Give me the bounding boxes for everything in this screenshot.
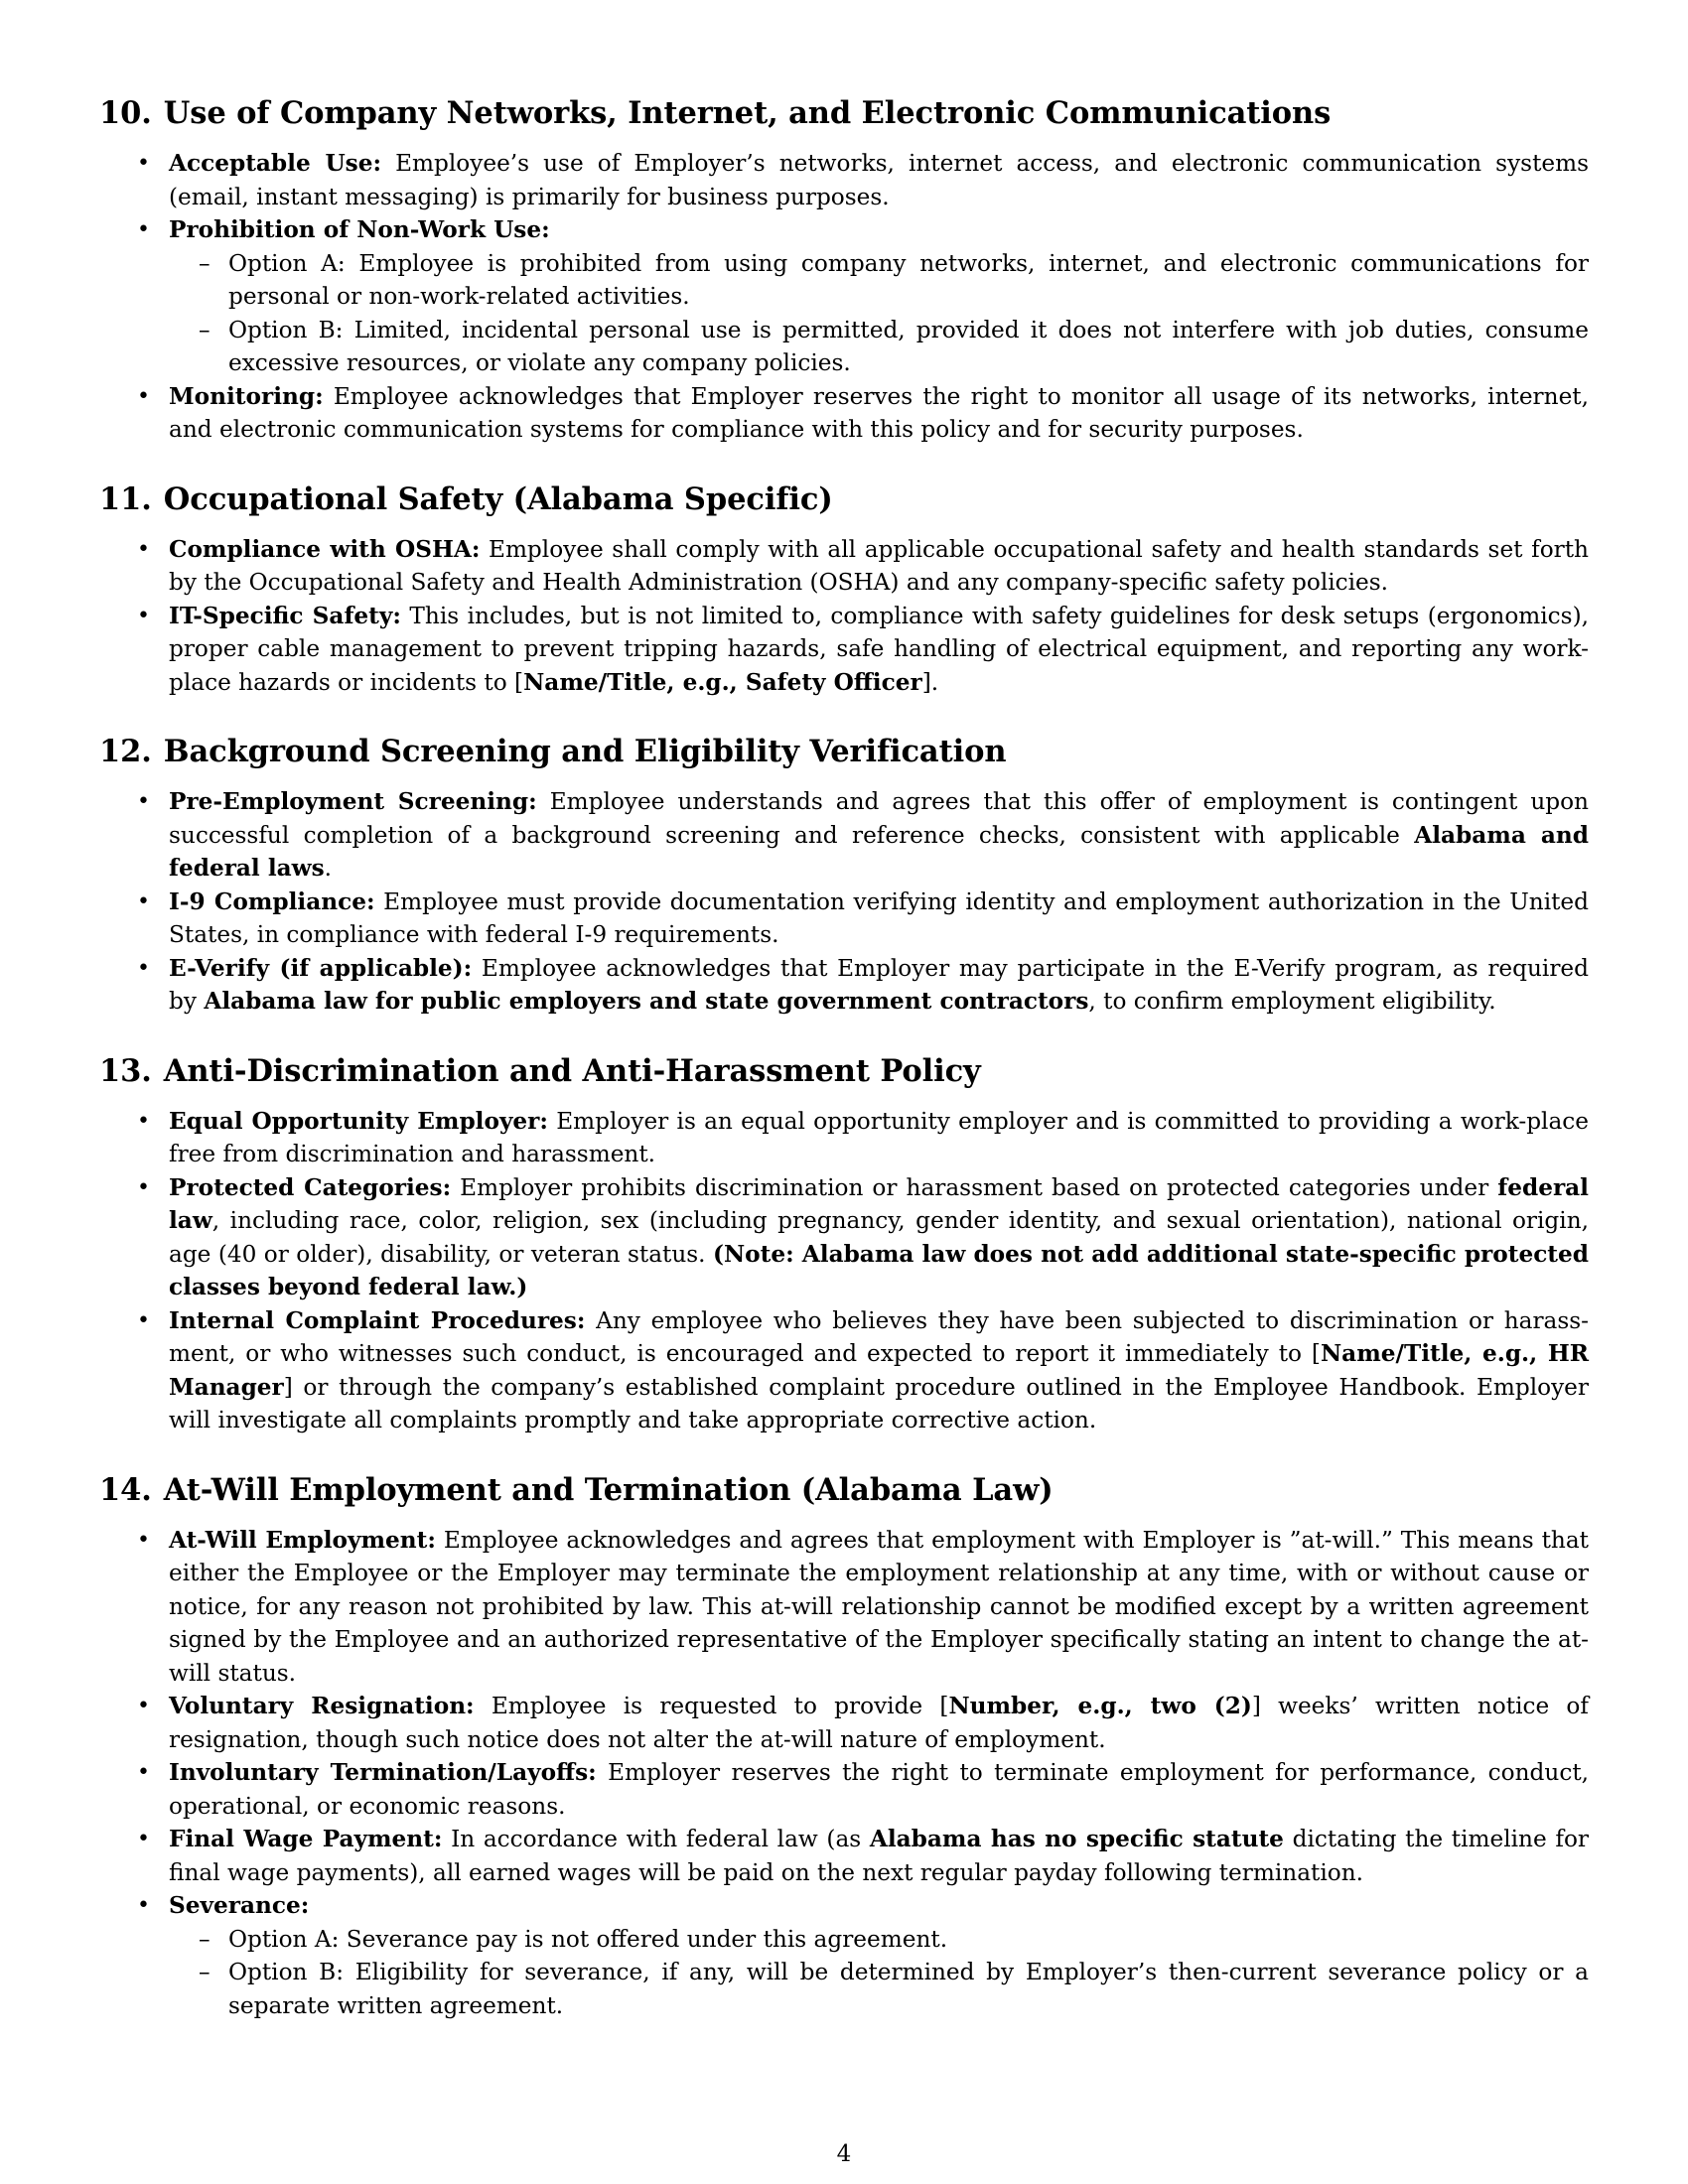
item-term: Pre-Employment Screening: xyxy=(169,788,537,815)
option-item xyxy=(169,314,1589,380)
option-text: Option A: Severance pay is not offered under this agreement. xyxy=(228,1925,948,1953)
list-item xyxy=(99,533,1589,600)
item-text: Employer reserves the right to terminate employment for performance, conduct, operational, or economic reasons. xyxy=(169,1759,1590,1820)
dash-icon: – xyxy=(199,1959,211,1985)
bullet-icon: • xyxy=(137,536,150,562)
bullet-icon: • xyxy=(137,1893,150,1918)
item-text: In accordance with federal law (as xyxy=(442,1826,870,1852)
bullet-list xyxy=(99,533,1589,700)
bullet-icon: • xyxy=(137,888,150,914)
option-item xyxy=(169,247,1589,314)
document-page xyxy=(99,91,1589,2053)
bullet-list xyxy=(99,147,1589,447)
option-item xyxy=(169,1956,1589,2022)
bullet-icon: • xyxy=(137,383,150,409)
bullet-icon: • xyxy=(137,1760,150,1785)
item-term: E-Verify (if applicable): xyxy=(169,954,473,982)
item-term: Equal Opportunity Employer: xyxy=(169,1107,548,1135)
note-text: (Note: Alabama law does not add additional state-specific protected classes beyond federal law.) xyxy=(169,1240,1589,1300)
item-text: Employee acknowledges that Employer may participate in the E-Verify program, as required by xyxy=(169,954,1589,1015)
section-title: At-Will Employment and Termination (Alabama Law) xyxy=(163,1471,1054,1508)
item-term: Protected Categories: xyxy=(169,1173,452,1201)
section-title: Use of Company Networks, Internet, and Electronic Communications xyxy=(163,95,1332,131)
list-item xyxy=(99,785,1589,886)
emphasis-text: federal law xyxy=(169,1173,1589,1234)
bullet-icon: • xyxy=(137,1694,150,1718)
bullet-icon: • xyxy=(137,151,150,176)
bullet-icon: • xyxy=(137,1527,150,1553)
item-term: IT-Specific Safety: xyxy=(169,602,401,629)
bullet-icon: • xyxy=(137,955,150,981)
section-heading xyxy=(99,91,1589,135)
option-list xyxy=(169,247,1589,380)
emphasis-text: Alabama has no specific statute xyxy=(869,1826,1284,1852)
list-item xyxy=(99,213,1589,380)
bullet-icon: • xyxy=(137,1108,150,1134)
item-term: Internal Complaint Procedures: xyxy=(169,1306,586,1334)
item-term: Voluntary Resignation: xyxy=(169,1693,475,1719)
option-text: Option A: Employee is prohibited from using company networks, internet, and electronic communications for personal or non-work-related activities. xyxy=(228,249,1589,310)
item-text: Employee acknowledges that Employer reserves the right to monitor all usage of its networks, internet, and electronic communication systems for compliance with this policy and for security purposes. xyxy=(169,382,1589,443)
list-item xyxy=(99,147,1589,213)
section-heading xyxy=(99,478,1589,521)
item-text: Employee’s use of Employer’s networks, internet access, and electronic communication systems (email, instant messaging) is primarily for business purposes. xyxy=(169,150,1589,210)
emphasis-text: Alabama and federal laws xyxy=(169,821,1589,882)
bullet-list xyxy=(99,785,1589,1019)
section-title: Anti-Discrimination and Anti-Harassment Policy xyxy=(163,1052,981,1089)
item-term: I-9 Compliance: xyxy=(169,887,375,915)
list-item xyxy=(99,1690,1589,1756)
item-text: Employee acknowledges and agrees that employment with Employer is ”at-will.” This means that either the Employee or the Employer may terminate the employment relationship at any time, with or without cause or notice, for any reason not prohibited by law. This at-will relationship cannot be modified except by a written agreement signed by the Employee and an authorized representative of the Employer specifically stating an intent to change the at-will status. xyxy=(169,1526,1589,1687)
dash-icon: – xyxy=(199,316,211,343)
placeholder-text: Name/Title, e.g., Safety Officer xyxy=(523,668,922,696)
section-number: 14. xyxy=(99,1471,152,1508)
bullet-icon: • xyxy=(137,1307,150,1333)
item-text: ] weeks’ written notice of resignation, though such notice does not alter the at-will nature of employment. xyxy=(169,1693,1589,1753)
list-item xyxy=(99,600,1589,700)
section-heading xyxy=(99,730,1589,773)
option-text: Option B: Eligibility for severance, if any, will be determined by Employer’s then-current severance policy or a separate written agreement. xyxy=(228,1959,1589,2019)
list-item xyxy=(99,1823,1589,1889)
bullet-list xyxy=(99,1105,1589,1437)
option-list xyxy=(169,1923,1589,2023)
section-12 xyxy=(99,730,1589,1019)
item-text: Employer prohibits discrimination or harassment based on protected categories under xyxy=(451,1173,1498,1201)
list-item xyxy=(99,952,1589,1019)
item-text: , including race, color, religion, sex (including pregnancy, gender identity, and sexual orientation), national origin, age (40 or older), disability, or veteran status. xyxy=(169,1207,1589,1268)
section-number: 13. xyxy=(99,1052,152,1089)
item-term: Compliance with OSHA: xyxy=(169,535,481,563)
item-term: Involuntary Termination/Layoffs: xyxy=(169,1759,597,1786)
item-text: ]. xyxy=(921,668,939,696)
dash-icon: – xyxy=(199,1925,211,1953)
section-13 xyxy=(99,1049,1589,1437)
option-item xyxy=(169,1923,1589,1957)
list-item xyxy=(99,1105,1589,1171)
placeholder-text: Name/Title, e.g., HR Manager xyxy=(169,1340,1590,1401)
section-number: 12. xyxy=(99,734,152,769)
item-term: At-Will Employment: xyxy=(169,1526,436,1554)
list-item xyxy=(99,1304,1589,1437)
item-term: Acceptable Use: xyxy=(169,150,382,177)
item-term: Final Wage Payment: xyxy=(169,1826,443,1852)
section-14 xyxy=(99,1468,1589,2023)
item-text: ] or through the company’s established complaint procedure outlined in the Employee Handbook. Employer will investigate all complaints promptly and take appropriate corrective action. xyxy=(169,1373,1589,1433)
list-item xyxy=(99,886,1589,952)
list-item xyxy=(99,1889,1589,2022)
section-title: Occupational Safety (Alabama Specific) xyxy=(163,480,833,517)
bullet-icon: • xyxy=(137,217,150,242)
section-11 xyxy=(99,478,1589,700)
item-text: Employer is an equal opportunity employer and is committed to providing a work-place free from discrimination and harassment. xyxy=(169,1107,1589,1167)
item-term: Severance: xyxy=(169,1892,310,1919)
page-number: 4 xyxy=(836,2141,852,2167)
option-text: Option B: Limited, incidental personal use is permitted, provided it does not interfere with job duties, consume excessive resources, or violate any company policies. xyxy=(228,316,1589,376)
section-title: Background Screening and Eligibility Verification xyxy=(163,734,1007,769)
item-text: , to confirm employment eligibility. xyxy=(1088,988,1496,1015)
bullet-list xyxy=(99,1524,1589,2023)
bullet-icon: • xyxy=(137,603,150,628)
item-text: This includes, but is not limited to, compliance with safety guidelines for desk setups (ergonomics), proper cable management to prevent tripping hazards, safe handling of electrical equipment, and reporting any work-place hazards or incidents to [ xyxy=(169,602,1589,696)
item-text: Employee shall comply with all applicable occupational safety and health standards set forth by the Occupational Safety and Health Administration (OSHA) and any company-specific safety policies. xyxy=(169,535,1589,596)
bullet-icon: • xyxy=(137,1174,150,1200)
item-text: dictating the timeline for final wage payments), all earned wages will be paid on the next regular payday following termination. xyxy=(169,1826,1590,1886)
emphasis-text: Alabama law for public employers and state government contractors xyxy=(204,988,1089,1015)
item-text: Any employee who believes they have been subjected to discrimination or harass-ment, or who witnesses such conduct, is encouraged and expected to report it immediately to [ xyxy=(169,1306,1590,1367)
item-term: Prohibition of Non-Work Use: xyxy=(169,216,550,243)
item-text: Employee understands and agrees that this offer of employment is contingent upon successful completion of a background screening and reference checks, consistent with applicable xyxy=(169,788,1589,849)
bullet-icon: • xyxy=(137,789,150,814)
section-heading xyxy=(99,1468,1589,1512)
section-heading xyxy=(99,1049,1589,1093)
item-term: Monitoring: xyxy=(169,382,324,410)
section-10 xyxy=(99,91,1589,447)
item-text: . xyxy=(324,855,333,882)
list-item xyxy=(99,1171,1589,1304)
bullet-icon: • xyxy=(137,1827,150,1851)
item-text: Employee is requested to provide [ xyxy=(474,1693,949,1719)
list-item xyxy=(99,380,1589,447)
section-number: 10. xyxy=(99,95,152,131)
dash-icon: – xyxy=(199,249,211,277)
placeholder-text: Number, e.g., two (2) xyxy=(948,1693,1252,1719)
section-number: 11. xyxy=(99,480,152,517)
list-item xyxy=(99,1756,1589,1823)
list-item xyxy=(99,1524,1589,1691)
item-text: Employee must provide documentation verifying identity and employment authorization in the United States, in compliance with federal I-9 requirements. xyxy=(169,887,1589,948)
